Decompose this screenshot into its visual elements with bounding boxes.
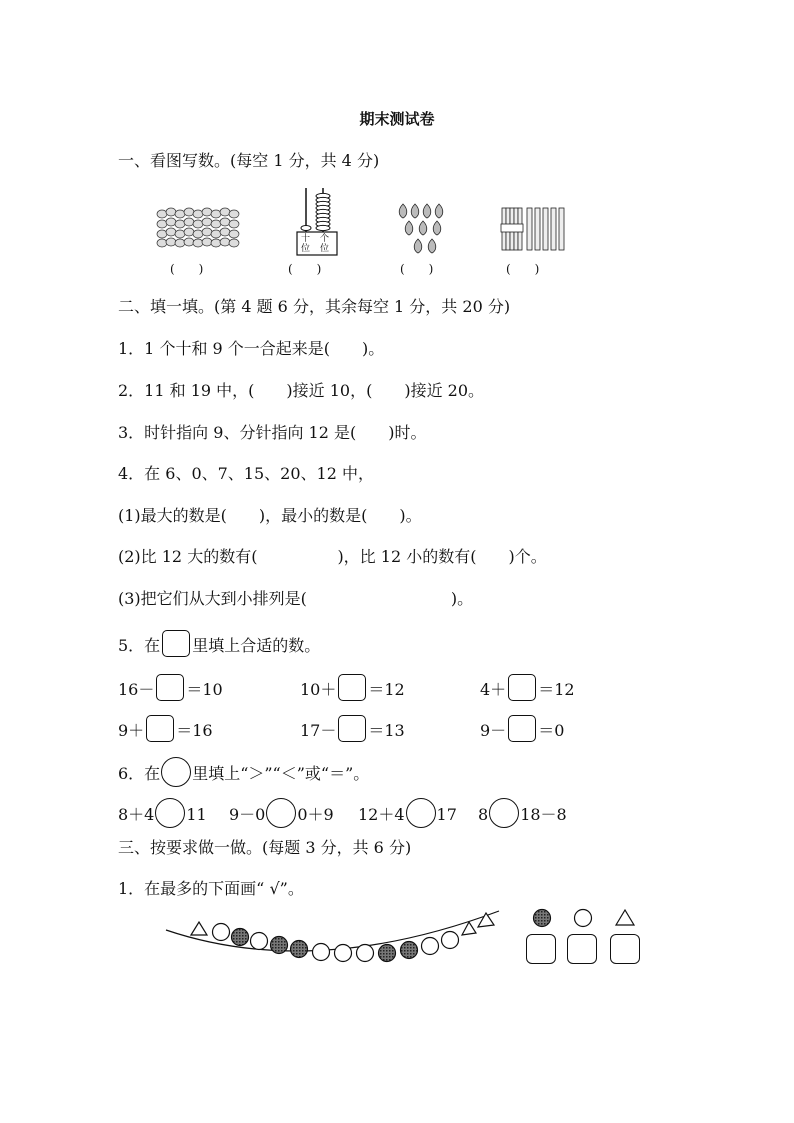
question-4: 4．在 6、0、7、15、20、12 中，: [118, 464, 374, 483]
page-title: 期末测试卷: [359, 110, 435, 128]
comparison-right: 11: [186, 805, 207, 824]
triangle-bead-icon: [614, 908, 636, 928]
comparison-left: 12＋4: [358, 805, 405, 824]
section-3-question-1: 1．在最多的下面画“ √”。: [118, 879, 304, 898]
question-4-part-3: (3)把它们从大到小排列是( )。: [118, 589, 474, 608]
answer-box[interactable]: [508, 715, 536, 742]
equation-right: ＝12: [538, 680, 575, 699]
question-5-suffix: 里填上合适的数。: [192, 636, 321, 655]
answer-circle[interactable]: [406, 798, 436, 828]
equation-left: 4＋: [480, 680, 507, 699]
equation-left: 16－: [118, 680, 155, 699]
comparison-2: [229, 798, 334, 828]
question-4-part-1: (1)最大的数是( )，最小的数是( )。: [118, 506, 422, 525]
question-4-part-2: (2)比 12 大的数有( )，比 12 小的数有( )个。: [118, 547, 547, 566]
question-3: 3．时针指向 9、分针指向 12 是( )时。: [118, 423, 427, 442]
answer-box-triangle[interactable]: [610, 934, 640, 964]
answer-circle[interactable]: [155, 798, 185, 828]
answer-box[interactable]: [508, 674, 536, 701]
answer-circle[interactable]: [266, 798, 296, 828]
question-1: 1．1 个十和 9 个一合起来是( )。: [118, 339, 385, 358]
answer-box-hatched[interactable]: [526, 934, 556, 964]
equation-right: ＝12: [368, 680, 405, 699]
question-6: [118, 757, 369, 787]
answer-blank-2[interactable]: ( ): [288, 262, 322, 276]
comparison-3: [358, 798, 457, 828]
square-box-icon: [162, 630, 190, 657]
section-1-heading: 一、看图写数。(每空 1 分，共 4 分): [118, 151, 380, 170]
comparison-1: [118, 798, 207, 828]
equation-3: [480, 674, 575, 701]
answer-box[interactable]: [146, 715, 174, 742]
equation-2: [300, 674, 405, 701]
circle-bead-icon: [573, 908, 593, 928]
comparison-left: 9－0: [229, 805, 266, 824]
section-2-heading: 二、填一填。(第 4 题 6 分，其余每空 1 分，共 20 分): [118, 297, 511, 316]
abacus-picture: [296, 188, 338, 256]
answer-blank-1[interactable]: ( ): [170, 262, 204, 276]
sticks-picture: [500, 206, 568, 252]
equation-left: 10＋: [300, 680, 337, 699]
answer-blank-4[interactable]: ( ): [506, 262, 540, 276]
equation-left: 17－: [300, 721, 337, 740]
answer-blank-3[interactable]: ( ): [400, 262, 434, 276]
abacus-ones-label: 个位: [320, 234, 330, 254]
question-6-suffix: 里填上“＞”“＜”或“＝”。: [192, 764, 370, 783]
question-5: [118, 630, 320, 657]
comparison-4: [478, 798, 567, 828]
answer-box-circle[interactable]: [567, 934, 597, 964]
abacus-tens-label: 十位: [301, 234, 311, 254]
question-6-prefix: 6．在: [118, 764, 161, 783]
equation-left: 9＋: [118, 721, 145, 740]
answer-box[interactable]: [338, 715, 366, 742]
comparison-right: 17: [436, 805, 457, 824]
leaves-picture: [396, 202, 452, 256]
equation-right: ＝0: [538, 721, 565, 740]
shells-picture: [156, 206, 240, 250]
circle-box-icon: [161, 757, 191, 787]
hatched-bead-icon: [532, 908, 552, 928]
question-2: 2．11 和 19 中，( )接近 10，( )接近 20。: [118, 381, 485, 400]
answer-box[interactable]: [338, 674, 366, 701]
equation-right: ＝13: [368, 721, 405, 740]
equation-6: [480, 715, 564, 742]
equation-5: [300, 715, 405, 742]
answer-box[interactable]: [156, 674, 184, 701]
comparison-right: 18－8: [520, 805, 567, 824]
equation-1: [118, 674, 223, 701]
comparison-right: 0＋9: [297, 805, 334, 824]
answer-circle[interactable]: [489, 798, 519, 828]
bead-string-picture: [164, 905, 509, 971]
comparison-left: 8＋4: [118, 805, 155, 824]
section-3-heading: 三、按要求做一做。(每题 3 分，共 6 分): [118, 838, 412, 857]
equation-right: ＝16: [176, 721, 213, 740]
equation-left: 9－: [480, 721, 507, 740]
equation-right: ＝10: [186, 680, 223, 699]
question-5-prefix: 5．在: [118, 636, 161, 655]
equation-4: [118, 715, 213, 742]
comparison-left: 8: [478, 805, 489, 824]
